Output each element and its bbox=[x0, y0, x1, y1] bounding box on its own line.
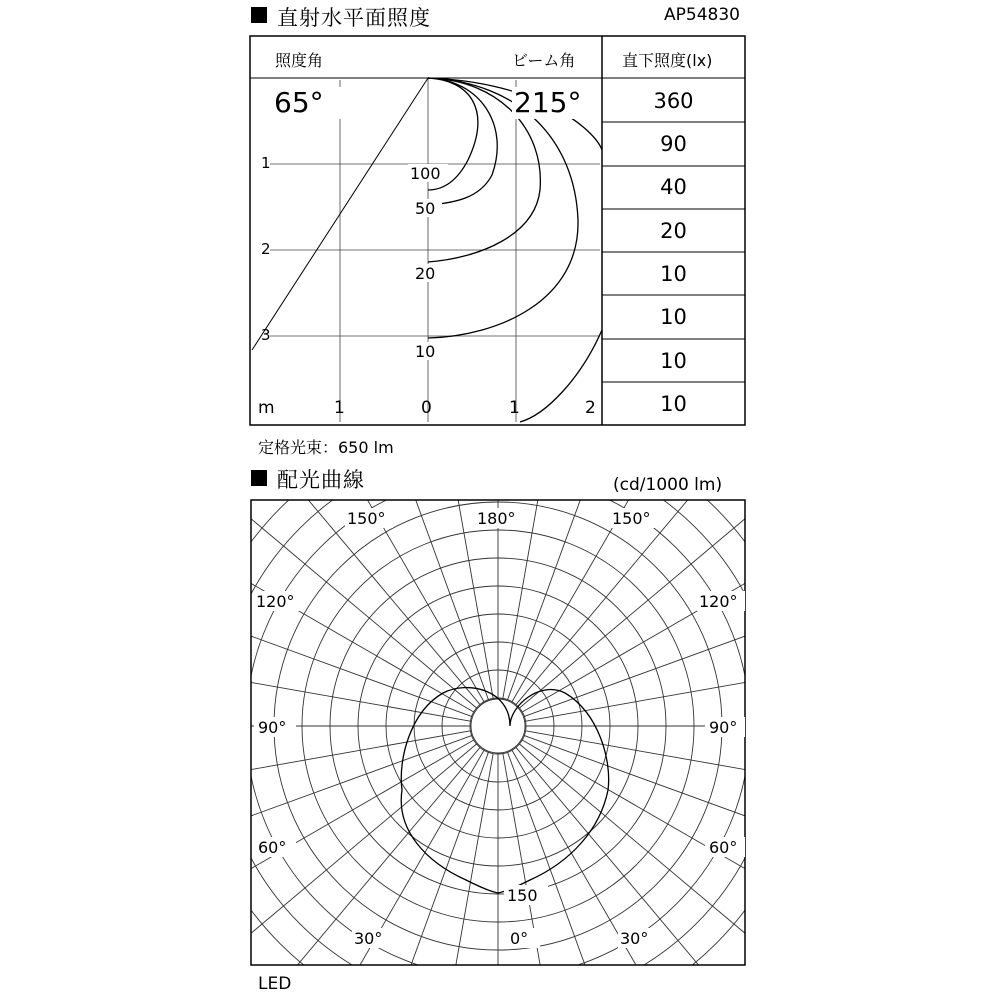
distribution-unit: (cd/1000 lm) bbox=[613, 475, 723, 495]
beam-value: 215° bbox=[514, 86, 582, 119]
direct-value: 90 bbox=[660, 132, 687, 156]
x-axis-label: 1 bbox=[334, 398, 345, 418]
scale-label: 150 bbox=[507, 886, 538, 905]
radial-grid-line bbox=[84, 731, 470, 799]
angle-label: 60° bbox=[258, 838, 287, 857]
angle-label: 0° bbox=[510, 929, 529, 948]
contour-label: 100 bbox=[410, 164, 441, 183]
angle-label: 150° bbox=[612, 509, 651, 528]
x-axis-unit: m bbox=[258, 398, 275, 418]
angle-label: 90° bbox=[258, 718, 287, 737]
direct-value: 10 bbox=[660, 305, 687, 329]
radial-grid-line bbox=[425, 312, 493, 698]
radial-grid-line bbox=[508, 752, 642, 1000]
radial-grid-line bbox=[176, 456, 476, 708]
radial-grid-line bbox=[516, 747, 768, 1000]
radial-grid-line bbox=[512, 750, 708, 1000]
direct-value: 20 bbox=[660, 219, 687, 243]
distance-label: 1 bbox=[261, 154, 271, 172]
angle-label: 180° bbox=[477, 509, 516, 528]
illuminance-title: 直射水平面照度 bbox=[277, 6, 431, 30]
radial-grid-line bbox=[354, 752, 488, 1000]
beam-header: ビーム角 bbox=[512, 51, 576, 70]
x-axis-label: 1 bbox=[509, 398, 520, 418]
direct-value: 10 bbox=[660, 392, 687, 416]
angle-label: 60° bbox=[709, 838, 738, 857]
radial-grid-line bbox=[503, 312, 571, 698]
model-number: AP54830 bbox=[664, 5, 740, 25]
distance-label: 3 bbox=[261, 326, 271, 344]
distribution-title: 配光曲線 bbox=[277, 468, 365, 492]
radial-grid-line bbox=[519, 456, 819, 708]
radial-grid-line bbox=[516, 404, 768, 704]
radial-grid-line bbox=[526, 653, 912, 721]
radial-grid-line bbox=[84, 653, 470, 721]
radial-grid-line bbox=[176, 744, 476, 996]
direct-value: 10 bbox=[660, 262, 687, 286]
contour-label: 20 bbox=[415, 264, 436, 283]
angle-label: 90° bbox=[709, 718, 738, 737]
angle-label: 150° bbox=[347, 509, 386, 528]
beam-angle-value: 65° bbox=[274, 86, 324, 119]
direct-illuminance-header: 直下照度(lx) bbox=[622, 51, 713, 70]
direct-value: 40 bbox=[660, 175, 687, 199]
contour-label: 50 bbox=[415, 199, 436, 218]
x-axis-label: 2 bbox=[585, 398, 596, 418]
angle-label: 120° bbox=[699, 592, 738, 611]
distance-label: 2 bbox=[261, 240, 271, 258]
radial-grid-line bbox=[228, 404, 480, 704]
angle-label: 30° bbox=[354, 929, 383, 948]
radial-grid-line bbox=[519, 744, 819, 996]
radial-grid-line bbox=[288, 750, 484, 1000]
radial-grid-line bbox=[228, 747, 480, 1000]
rated-flux: 定格光束：650 lm bbox=[258, 438, 394, 457]
angle-label: 120° bbox=[256, 592, 295, 611]
radial-grid-line bbox=[526, 731, 912, 799]
beam-angle-header: 照度角 bbox=[275, 51, 324, 70]
light-source-label: LED bbox=[258, 974, 292, 994]
direct-value: 360 bbox=[653, 89, 694, 113]
x-axis-label: 0 bbox=[421, 398, 432, 418]
angle-label: 30° bbox=[620, 929, 649, 948]
contour-label: 10 bbox=[415, 342, 436, 361]
direct-value: 10 bbox=[660, 349, 687, 373]
